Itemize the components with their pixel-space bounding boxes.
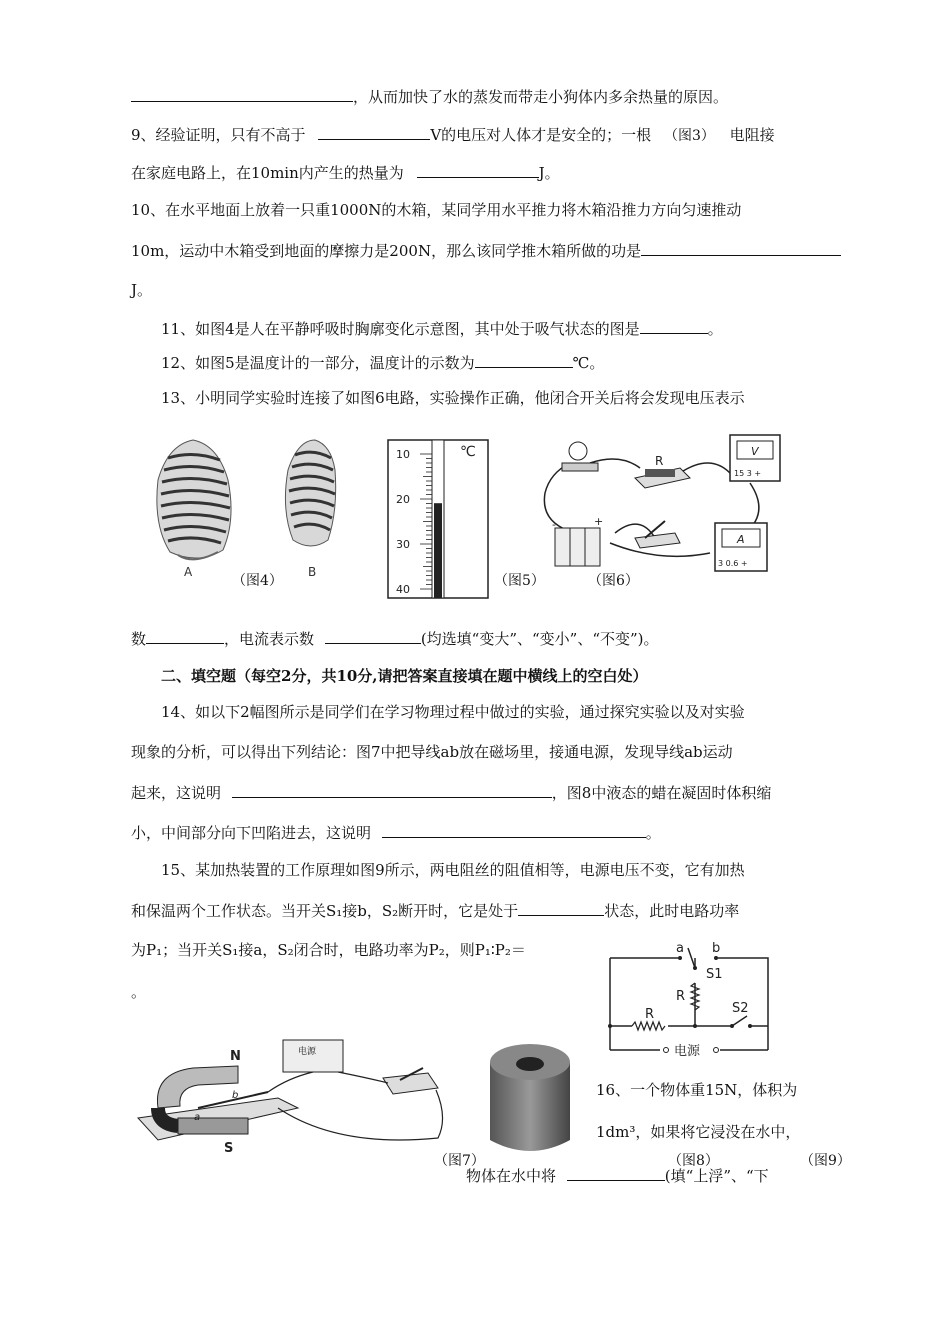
answer-blank[interactable]: [382, 822, 646, 838]
answer-blank[interactable]: [232, 782, 552, 798]
q9-text-a: 9、经验证明，只有不高于: [131, 126, 306, 144]
q15-line-1: [161, 860, 745, 880]
q9-fig-ref: （图3）: [663, 128, 715, 144]
fig9-label-s1: S1: [706, 967, 723, 982]
figure-8-wax: [488, 1040, 573, 1160]
q16-text-d: (填“上浮”、“下: [664, 1167, 769, 1185]
q10-text-b: 10m，运动中木箱受到地面的摩擦力是200N，那么该同学推木箱所做的功是: [131, 242, 642, 260]
q15-line-2: [131, 900, 739, 921]
answer-blank[interactable]: [417, 162, 539, 178]
answer-blank[interactable]: [475, 352, 573, 368]
answer-blank[interactable]: [131, 86, 353, 102]
q10-line-3: [131, 280, 152, 300]
figure-4-ribcage: [148, 440, 358, 590]
q16-text-c: 物体在水中将: [466, 1167, 557, 1185]
answer-blank[interactable]: [518, 900, 604, 916]
q11-end: 。: [707, 320, 723, 338]
magnet-s-label: S: [224, 1141, 234, 1156]
q14-line-3: [131, 782, 771, 803]
answer-blank[interactable]: [318, 124, 430, 140]
q8-tail-line: [131, 86, 728, 107]
thermometer-unit: ℃: [460, 444, 476, 460]
q14-text-c: 起来，这说明: [131, 784, 222, 802]
voltmeter-scale: 15 3 +: [734, 469, 762, 478]
q15-text-c: 状态，此时电路功率: [604, 902, 740, 920]
q13-text-a: 13、小明同学实验时连接了如图6电路，实验操作正确，他闭合开关后将会发现电压表示: [161, 389, 745, 407]
q13-line-2: [131, 628, 659, 649]
figure-6-circuit: [530, 433, 790, 583]
knife-switch-icon: [383, 1068, 438, 1094]
resistor-icon: [635, 468, 690, 488]
fig9-label-r2: R: [645, 1007, 655, 1022]
q9-text-c: 电阻接: [729, 126, 775, 144]
q12-line: [161, 352, 604, 373]
q14-text-f: 。: [645, 824, 661, 842]
thermometer-tick-label: 10: [396, 448, 410, 461]
answer-blank[interactable]: [146, 628, 224, 644]
battery-minus: -: [552, 518, 556, 531]
q14-line-1: [161, 702, 745, 722]
q14-line-2: [131, 742, 733, 762]
q14-text-e: 小，中间部分向下凹陷进去，这说明: [131, 824, 372, 842]
q15-text-e: 。: [131, 983, 147, 1001]
ammeter-scale: 3 0.6 +: [718, 559, 748, 568]
q16-line-2: [596, 1122, 800, 1142]
ribcage-label-a: A: [184, 565, 193, 579]
figure-7-caption: （图7）: [434, 1153, 485, 1169]
figure-5-caption: （图5）: [494, 573, 545, 589]
q16-text-a: 16、一个物体重15N，体积为: [596, 1081, 798, 1099]
q15-line-3: [131, 940, 526, 960]
q10-line-1: [131, 200, 741, 220]
battery-plus: +: [594, 515, 604, 528]
section-2-heading: 二、填空题（每空2分，共10分,请把答案直接填在题中横线上的空白处）: [161, 667, 648, 685]
q13-text-b: 数: [131, 630, 147, 648]
figure-6-caption: （图6）: [588, 573, 639, 589]
resistor-label: R: [655, 454, 664, 468]
q14-text-a: 14、如以下2幅图所示是同学们在学习物理过程中做过的实验，通过探究实验以及对实验: [161, 703, 745, 721]
q9-text-d: 在家庭电路上，在10min内产生的热量为: [131, 164, 404, 182]
ribcage-b: [285, 440, 335, 546]
q16-line-3: [466, 1165, 769, 1186]
q9-text-b: V的电压对人体才是安全的；一根: [430, 126, 652, 144]
bulb-icon: [562, 442, 598, 471]
fig9-label-r1: R: [676, 989, 686, 1004]
thermometer-tick-label: 30: [396, 538, 410, 551]
q13-text-c: ，电流表示数: [224, 630, 315, 648]
q12-text: 12、如图5是温度计的一部分，温度计的示数为: [161, 354, 475, 372]
voltmeter-label: V: [751, 445, 759, 458]
figure-5-thermometer: [388, 440, 488, 600]
wire-a-label: a: [194, 1112, 201, 1123]
thermometer-tick-label: 20: [396, 493, 410, 506]
ribcage-a: [157, 440, 231, 559]
q10-text-a: 10、在水平地面上放着一只重1000N的木箱，某同学用水平推力将木箱沿推力方向匀速推动: [131, 201, 742, 219]
q11-text: 11、如图4是人在平静呼吸时胸廓变化示意图，其中处于吸气状态的图是: [161, 320, 640, 338]
q15-text-b: 和保温两个工作状态。当开关S₁接b，S₂断开时，它是处于: [131, 902, 519, 920]
figure-8-caption: （图8）: [668, 1153, 719, 1169]
power-supply-label: 电源: [298, 1047, 317, 1057]
fig9-power-source: 电源: [674, 1044, 701, 1059]
figure-4-caption: （图4）: [232, 573, 283, 589]
answer-blank[interactable]: [641, 240, 841, 256]
q14-line-4: [131, 822, 661, 843]
answer-blank[interactable]: [567, 1165, 665, 1181]
answer-blank[interactable]: [325, 628, 421, 644]
ribcage-label-b: B: [308, 565, 317, 579]
q10-text-c: J。: [131, 281, 153, 299]
thermometer-column: [434, 503, 442, 598]
magnet-n-label: N: [230, 1049, 241, 1064]
q14-text-b: 现象的分析，可以得出下列结论：图7中把导线ab放在磁场里，接通电源，发现导线ab运动: [131, 743, 733, 761]
fig9-label-b: b: [712, 941, 721, 956]
q9-line-2: [131, 162, 560, 183]
q8-tail-text: ，从而加快了水的蒸发而带走小狗体内多余热量的原因。: [353, 88, 729, 106]
q12-end: ℃。: [572, 354, 605, 372]
q11-line: [161, 318, 723, 339]
fig9-label-s2: S2: [732, 1001, 749, 1016]
q13-line-1: [161, 388, 745, 408]
q14-text-d: ，图8中液态的蜡在凝固时体积缩: [551, 784, 772, 802]
q15-line-4: [131, 982, 146, 1002]
q9-line-1: [131, 124, 775, 146]
battery-icon: [555, 528, 600, 566]
figure-9-caption: （图9）: [800, 1153, 851, 1169]
q10-line-2: [131, 240, 841, 261]
q13-text-d: (均选填“变大”、“变小”、“不变”)。: [420, 630, 659, 648]
fig9-label-a: a: [676, 941, 684, 956]
ammeter-label: A: [737, 533, 745, 546]
figure-7-apparatus: [138, 1028, 458, 1156]
q15-text-a: 15、某加热装置的工作原理如图9所示，两电阻丝的阻值相等，电源电压不变，它有加热: [161, 861, 745, 879]
figure-9-circuit: [600, 938, 780, 1063]
q16-line-1: [596, 1080, 797, 1100]
wire-b-label: b: [232, 1090, 239, 1101]
thermometer-tick-label: 40: [396, 583, 410, 596]
q15-text-d: 为P₁；当开关S₁接a，S₂闭合时，电路功率为P₂，则P₁∶P₂＝: [131, 941, 526, 959]
q9-text-e: J。: [538, 164, 560, 182]
answer-blank[interactable]: [640, 318, 708, 334]
q16-text-b: 1dm³，如果将它浸没在水中，: [596, 1123, 801, 1141]
